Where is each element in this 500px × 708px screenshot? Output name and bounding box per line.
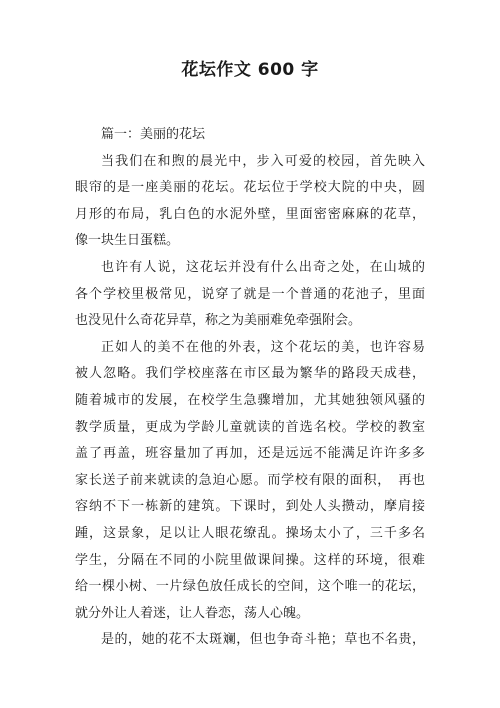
text-line: 正如人的美不在他的外表，这个花坛的美，也许容易 — [101, 339, 425, 355]
text-line: 给一棵小树、一片绿色放任成长的空间，这个唯一的花坛， — [75, 579, 425, 595]
text-line: 踵，这景象，足以让人眼花缭乱。操场太小了，三千多名 — [75, 525, 425, 541]
text-line: 学生，分隔在不同的小院里做课间操。这样的环境，很难 — [75, 552, 425, 568]
text-line: 盖了再盖，班容量加了再加，还是远远不能满足许许多多 — [75, 446, 425, 462]
text-line: 家长送子前来就读的急迫心愿。而学校有限的面积， 再也 — [75, 472, 425, 488]
section-heading: 篇一：美丽的花坛 — [101, 127, 206, 142]
essay-body — [75, 122, 425, 654]
text-line: 月形的布局，乳白色的水泥外壁，里面密密麻麻的花草， — [75, 206, 425, 222]
text-line: 容纳不下一栋新的建筑。下课时，到处人头攒动，摩肩接 — [75, 499, 425, 515]
text-line: 当我们在和煦的晨光中，步入可爱的校园，首先映入 — [101, 153, 425, 169]
text-line: 是的，她的花不太斑斓，但也争奇斗艳；草也不名贵， — [101, 632, 425, 648]
text-line: 各个学校里极常见，说穿了就是一个普通的花池子，里面 — [75, 286, 425, 302]
document-title: 花坛作文 600 字 — [181, 60, 319, 80]
text-line: 也许有人说，这花坛并没有什么出奇之处，在山城的 — [101, 259, 425, 275]
text-line: 像一块生日蛋糕。 — [75, 233, 180, 249]
text-line: 教学质量，更成为学龄儿童就读的首选名校。学校的教室 — [75, 419, 425, 435]
text-line: 随着城市的发展，在校学生急骤增加，尤其她独领风骚的 — [75, 392, 425, 408]
text-line: 也没见什么奇花异草，称之为美丽难免牵强附会。 — [75, 313, 362, 329]
text-line: 就分外让人着迷，让人眷恋，荡人心魄。 — [75, 605, 310, 621]
text-line: 被人忽略。我们学校座落在市区最为繁华的路段天成巷， — [75, 366, 425, 382]
text-line: 眼帘的是一座美丽的花坛。花坛位于学校大院的中央，圆 — [75, 180, 425, 196]
